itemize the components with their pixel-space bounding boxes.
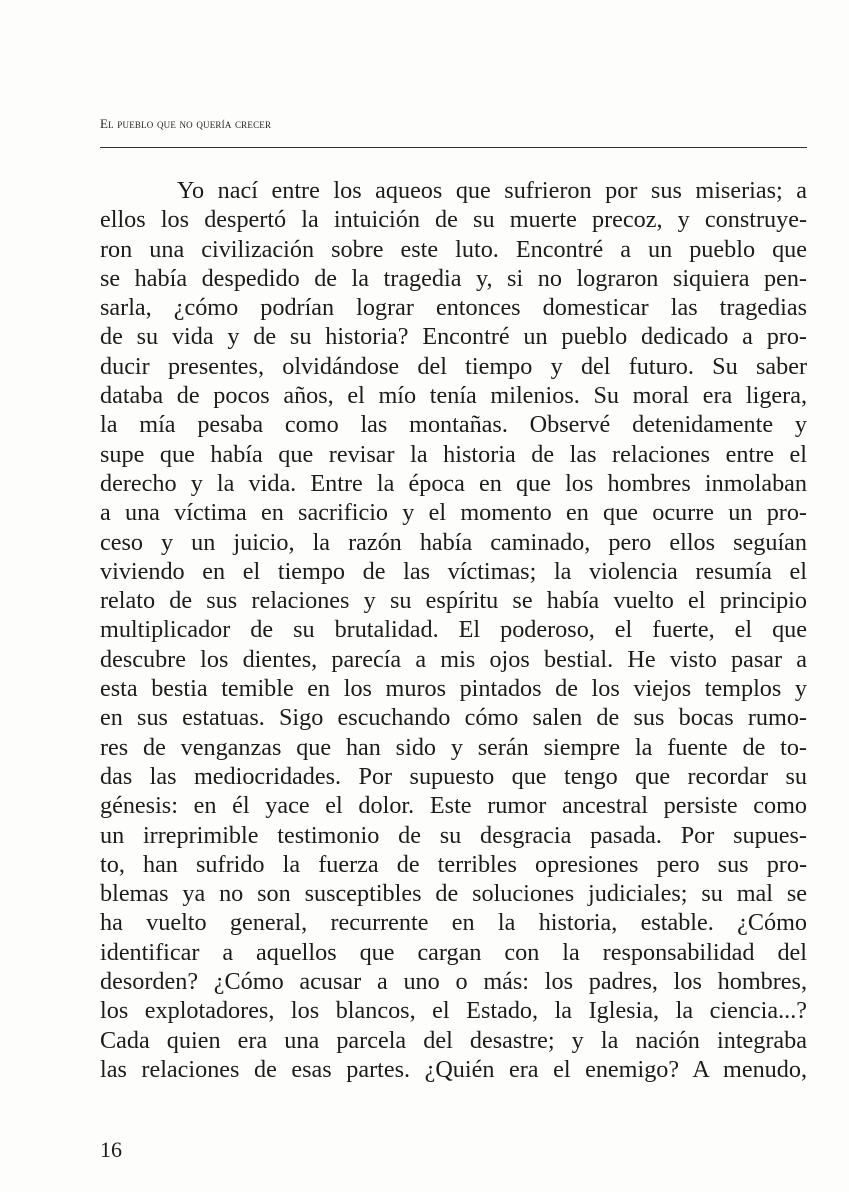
text-line: las relaciones de esas partes. ¿Quién era el enemigo? A menudo, — [100, 1055, 807, 1083]
text-line: la mía pesaba como las montañas. Observé detenidamente y — [100, 411, 807, 439]
text-line: viviendo en el tiempo de las víctimas; la violencia resumía el — [100, 557, 807, 585]
text-line: identificar a aquellos que cargan con la responsabilidad del — [100, 938, 807, 966]
text-line: ceso y un juicio, la razón había caminado, pero ellos seguían — [100, 528, 807, 556]
text-line: blemas ya no son susceptibles de soluciones judiciales; su mal se — [100, 880, 807, 908]
text-line: supe que había que revisar la historia de las relaciones entre el — [100, 440, 807, 468]
text-line: de su vida y de su historia? Encontré un pueblo dedicado a pro- — [100, 323, 807, 351]
text-line: ha vuelto general, recurrente en la historia, estable. ¿Cómo — [100, 909, 807, 937]
text-line: ron una civilización sobre este luto. Encontré a un pueblo que — [100, 235, 807, 263]
running-head: El pueblo que no quería crecer — [100, 116, 272, 131]
page-number: 16 — [100, 1137, 122, 1162]
text-line: los explotadores, los blancos, el Estado, la Iglesia, la ciencia...? — [100, 997, 807, 1025]
text-line: ellos los despertó la intuición de su muerte precoz, y construye- — [100, 206, 807, 234]
text-line: esta bestia temible en los muros pintados de los viejos templos y — [100, 675, 807, 703]
text-line: relato de sus relaciones y su espíritu se había vuelto el principio — [100, 587, 807, 615]
text-line: Cada quien era una parcela del desastre; y la nación integraba — [100, 1026, 807, 1054]
text-line: databa de pocos años, el mío tenía milenios. Su moral era ligera, — [100, 382, 807, 410]
text-line: sarla, ¿cómo podrían lograr entonces domesticar las tragedias — [100, 294, 807, 322]
text-line: res de venganzas que han sido y serán siempre la fuente de to- — [100, 733, 807, 761]
text-line: to, han sufrido la fuerza de terribles opresiones pero sus pro- — [100, 850, 807, 878]
header-rule — [100, 147, 807, 148]
text-line: a una víctima en sacrificio y el momento en que ocurre un pro- — [100, 499, 807, 527]
text-line: multiplicador de su brutalidad. El poderoso, el fuerte, el que — [100, 616, 807, 644]
text-line: un irreprimible testimonio de su desgracia pasada. Por supues- — [100, 821, 807, 849]
text-line: en sus estatuas. Sigo escuchando cómo salen de sus bocas rumo- — [100, 704, 807, 732]
text-line: se había despedido de la tragedia y, si no lograron siquiera pen- — [100, 264, 807, 292]
text-line: derecho y la vida. Entre la época en que los hombres inmolaban — [100, 469, 807, 497]
text-line: Yo nací entre los aqueos que sufrieron por sus miserias; a — [177, 177, 807, 204]
body-text — [100, 176, 807, 1084]
text-line: descubre los dientes, parecía a mis ojos bestial. He visto pasar a — [100, 645, 807, 673]
text-line: das las mediocridades. Por supuesto que tengo que recordar su — [100, 762, 807, 790]
text-line: génesis: en él yace el dolor. Este rumor ancestral persiste como — [100, 792, 807, 820]
text-line: ducir presentes, olvidándose del tiempo y del futuro. Su saber — [100, 352, 807, 380]
text-line: desorden? ¿Cómo acusar a uno o más: los padres, los hombres, — [100, 968, 807, 996]
